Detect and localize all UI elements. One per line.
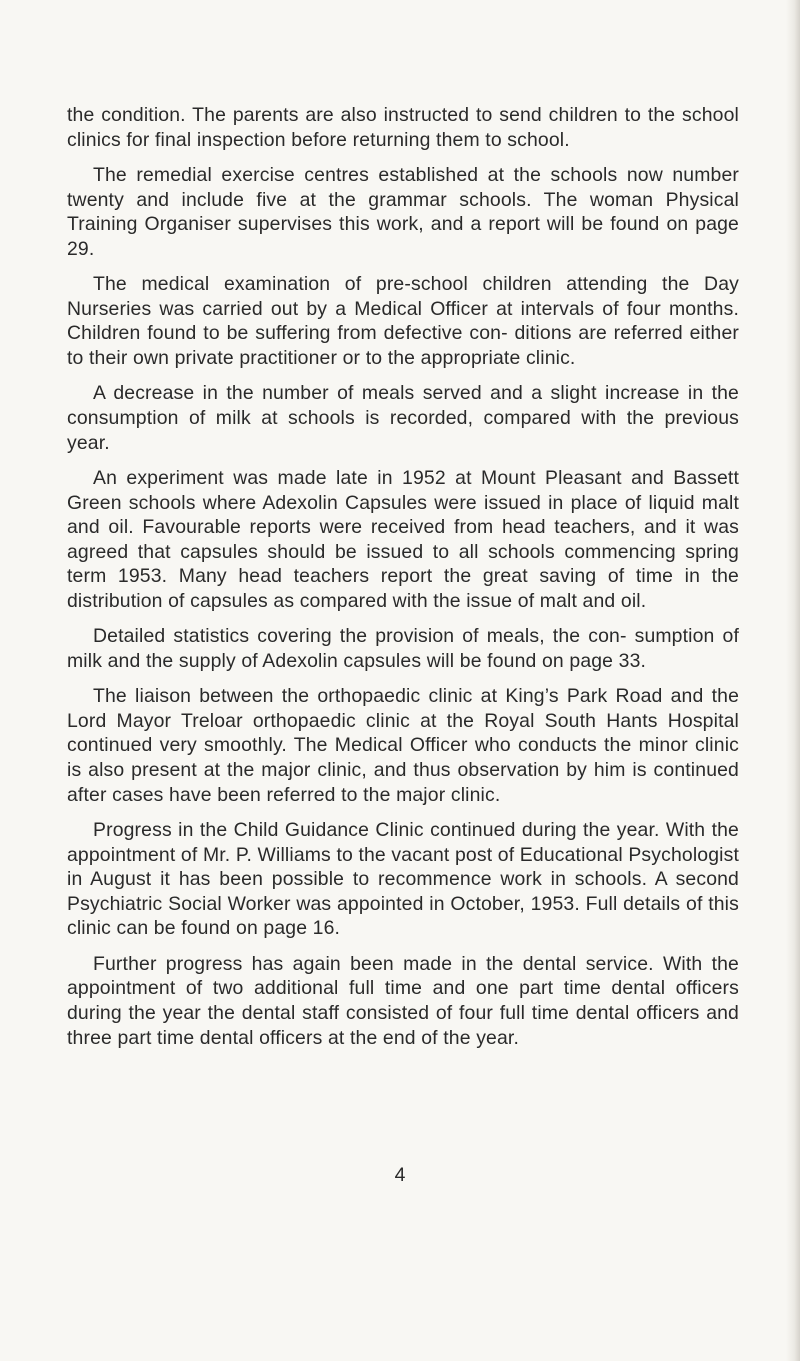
- paragraph-continuation: the condition. The parents are also instructed to send children to the school clinics for final inspection before returning them to school.: [67, 104, 739, 151]
- paragraph-adexolin-experiment: An experiment was made late in 1952 at Mount Pleasant and Bassett Green schools where Adexolin Capsules were issued in place of liquid malt and oil. Favourable reports were received from head teachers, and it was agreed that capsules should be issued to all schools commencing spring term 1953. Many head teachers report the great saving of time in the distribution of capsules as compared with the issue of malt and oil.: [67, 466, 739, 612]
- paragraph-child-guidance: Progress in the Child Guidance Clinic continued during the year. With the appointment of Mr. P. Williams to the vacant post of Educational Psychologist in August it has been possible to recommence work in schools. A second Psychiatric Social Worker was appointed in October, 1953. Full details of this clinic can be found on page 16.: [67, 819, 739, 940]
- page-number: 4: [394, 1164, 406, 1186]
- paragraph-meals-and-milk: A decrease in the number of meals served and a slight increase in the consumption of milk at schools is recorded, compared with the previous year.: [67, 382, 739, 454]
- body-text: [67, 103, 739, 1061]
- paragraph-dental-service: Further progress has again been made in the dental service. With the appointment of two additional full time and one part time dental officers during the year the dental staff consisted of four full time dental officers and three part time dental officers at the end of the year.: [67, 952, 739, 1049]
- paragraph-pre-school-examination: The medical examination of pre-school children attending the Day Nurseries was carried out by a Medical Officer at intervals of four months. Children found to be suffering from defective con- ditions are referred either to their own private practitioner or to the appropriate clinic.: [67, 273, 739, 369]
- paragraph-detailed-statistics: Detailed statistics covering the provision of meals, the con- sumption of milk and the supply of Adexolin capsules will be found on page 33.: [67, 625, 739, 672]
- paragraph-orthopaedic-liaison: The liaison between the orthopaedic clinic at King’s Park Road and the Lord Mayor Treloar orthopaedic clinic at the Royal South Hants Hospital continued very smoothly. The Medical Officer who conducts the minor clinic is also present at the major clinic, and thus observation by him is continued after cases have been referred to the major clinic.: [67, 685, 739, 806]
- page-edge-shadow: [786, 0, 800, 1361]
- paragraph-remedial-exercise: The remedial exercise centres established at the schools now number twenty and include five at the grammar schools. The woman Physical Training Organiser supervises this work, and a report will be found on page 29.: [67, 163, 739, 260]
